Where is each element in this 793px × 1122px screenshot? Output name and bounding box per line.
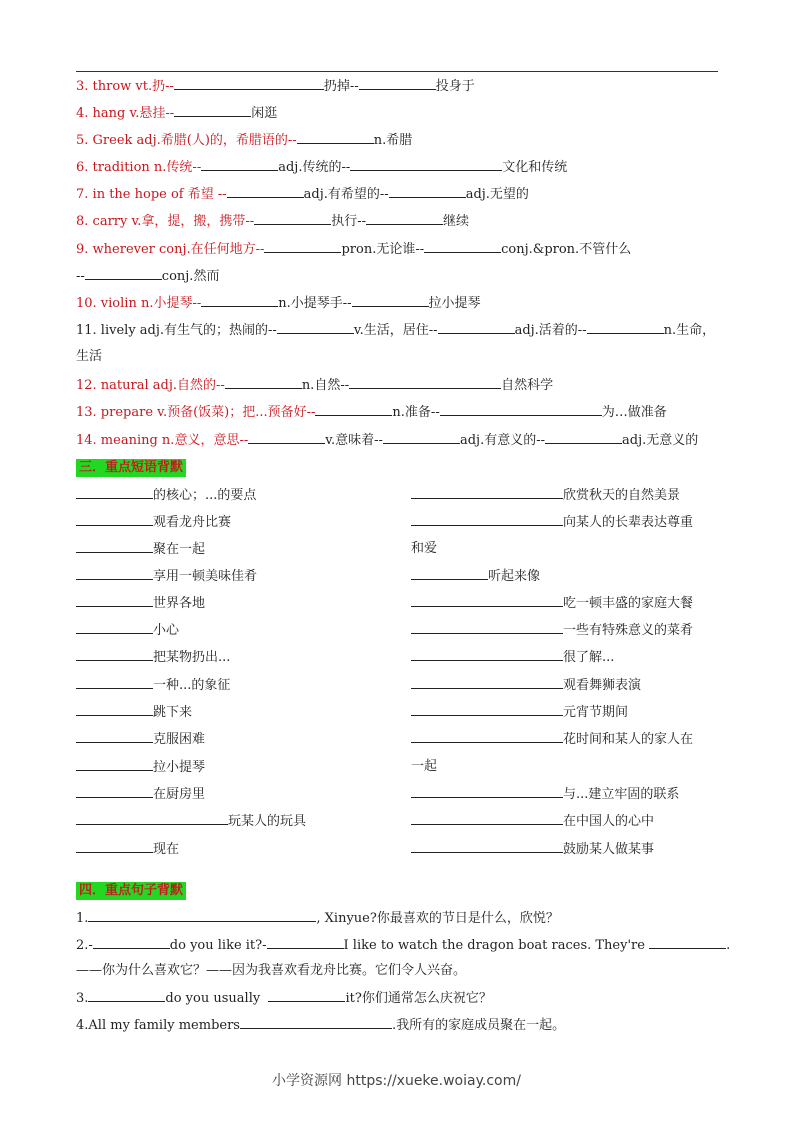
phrase-left-item: 拉小提琴 — [76, 758, 205, 777]
phrase-right-item: 向某人的长辈表达尊重 — [411, 513, 693, 532]
phrase-right-item: 和爱 — [411, 541, 438, 556]
answer-blank — [411, 594, 563, 607]
phrase-left-item: 玩某人的玩具 — [76, 812, 306, 831]
vocab-line-12: 12. natural adj.自然的-- n.自然-- 自然科学 — [76, 378, 554, 393]
vocab-line-4: 4. hang v.悬挂-- 闲逛 — [76, 106, 278, 121]
footer-watermark: 小学资源网 https://xueke.woiay.com/ — [272, 1073, 521, 1089]
phrase-left-item: 现在 — [76, 840, 179, 859]
section-4-title: 四．重点句子背默 — [76, 882, 186, 900]
answer-blank — [411, 785, 563, 798]
vocab-line-11: 11. lively adj.有生气的；热闹的-- v.生活，居住-- adj.活着的-- n.生命， — [76, 323, 716, 338]
answer-blank — [76, 840, 153, 853]
vocab-line-10: 10. violin n.小提琴-- n.小提琴手-- 拉小提琴 — [76, 296, 481, 311]
answer-blank — [411, 513, 563, 526]
sentence-4: 4.All my family members .我所有的家庭成员聚在一起。 — [76, 1018, 566, 1033]
phrase-left-item: 世界各地 — [76, 594, 205, 613]
vocab-line-9: 9. wherever conj.在任何地方-- pron.无论谁-- conj.&pron.不管什么 — [76, 242, 632, 257]
top-rule — [76, 71, 718, 72]
answer-blank — [76, 785, 153, 798]
answer-blank — [411, 486, 563, 499]
vocab-line-3: 3. throw vt.扔-- 扔掉-- 投身于 — [76, 79, 475, 94]
answer-blank — [76, 540, 153, 553]
answer-blank — [411, 567, 488, 580]
phrase-left-item: 聚在一起 — [76, 540, 205, 559]
answer-blank — [76, 621, 153, 634]
phrase-right-item: 一些有特殊意义的菜肴 — [411, 621, 693, 640]
answer-blank — [411, 703, 563, 716]
answer-blank — [76, 676, 153, 689]
phrase-right-item: 很了解... — [411, 648, 614, 667]
answer-blank — [76, 486, 153, 499]
sentence-2: 2.- do you like it?- I like to watch the dragon boat races. They're . — [76, 938, 731, 953]
phrase-left-item: 享用一顿美味佳肴 — [76, 567, 257, 586]
answer-blank — [76, 758, 153, 771]
phrase-right-item: 花时间和某人的家人在 — [411, 730, 693, 749]
sentence-2-translation: ——你为什么喜欢它？——因为我喜欢看龙舟比赛。它们令人兴奋。 — [76, 963, 467, 978]
answer-blank — [411, 621, 563, 634]
phrase-left-item: 在厨房里 — [76, 785, 205, 804]
phrase-right-item: 鼓励某人做某事 — [411, 840, 654, 859]
vocab-line-14: 14. meaning n.意义，意思-- v.意味着-- adj.有意义的-- adj.无意义的 — [76, 433, 699, 448]
answer-blank — [411, 648, 563, 661]
phrase-left-item: 小心 — [76, 621, 179, 640]
answer-blank — [76, 648, 153, 661]
answer-blank — [411, 812, 563, 825]
phrase-left-item: 克服困难 — [76, 730, 205, 749]
sentence-1: 1. , Xinyue?你最喜欢的节日是什么，欣悦？ — [76, 911, 559, 926]
sentence-3: 3. do you usually it?你们通常怎么庆祝它？ — [76, 991, 492, 1006]
phrase-right-item: 元宵节期间 — [411, 703, 628, 722]
phrase-left-item: 观看龙舟比赛 — [76, 513, 231, 532]
answer-blank — [411, 676, 563, 689]
answer-blank — [76, 513, 153, 526]
phrase-left-item: 把某物扔出... — [76, 648, 230, 667]
vocab-line-9b: -- conj.然而 — [76, 269, 220, 284]
phrase-left-item: 跳下来 — [76, 703, 192, 722]
answer-blank — [411, 840, 563, 853]
phrase-right-item: 欣赏秋天的自然美景 — [411, 486, 680, 505]
vocab-line-5: 5. Greek adj.希腊(人)的，希腊语的-- n.希腊 — [76, 133, 413, 148]
answer-blank — [411, 730, 563, 743]
answer-blank — [76, 594, 153, 607]
vocab-line-6: 6. tradition n.传统-- adj.传统的-- 文化和传统 — [76, 160, 568, 175]
answer-blank — [76, 567, 153, 580]
vocab-line-11b: 生活 — [76, 349, 103, 364]
phrase-right-item: 观看舞狮表演 — [411, 676, 641, 695]
phrase-right-item: 与...建立牢固的联系 — [411, 785, 679, 804]
section-3-title: 三．重点短语背默 — [76, 459, 186, 477]
phrase-right-item: 在中国人的心中 — [411, 812, 654, 831]
vocab-line-8: 8. carry v.拿，提，搬，携带-- 执行-- 继续 — [76, 214, 470, 229]
phrase-right-item: 听起来像 — [411, 567, 540, 586]
phrase-right-item: 一起 — [411, 759, 438, 774]
vocab-line-7: 7. in the hope of 希望 -- adj.有希望的-- adj.无望的 — [76, 187, 529, 202]
answer-blank — [76, 730, 153, 743]
vocab-line-13: 13. prepare v.预备(饭菜)；把...预备好-- n.准备-- 为…做准备 — [76, 405, 667, 420]
answer-blank — [76, 703, 153, 716]
phrase-left-item: 一种...的象征 — [76, 676, 230, 695]
phrase-right-item: 吃一顿丰盛的家庭大餐 — [411, 594, 693, 613]
phrase-left-item: 的核心；...的要点 — [76, 486, 256, 505]
answer-blank — [76, 812, 228, 825]
